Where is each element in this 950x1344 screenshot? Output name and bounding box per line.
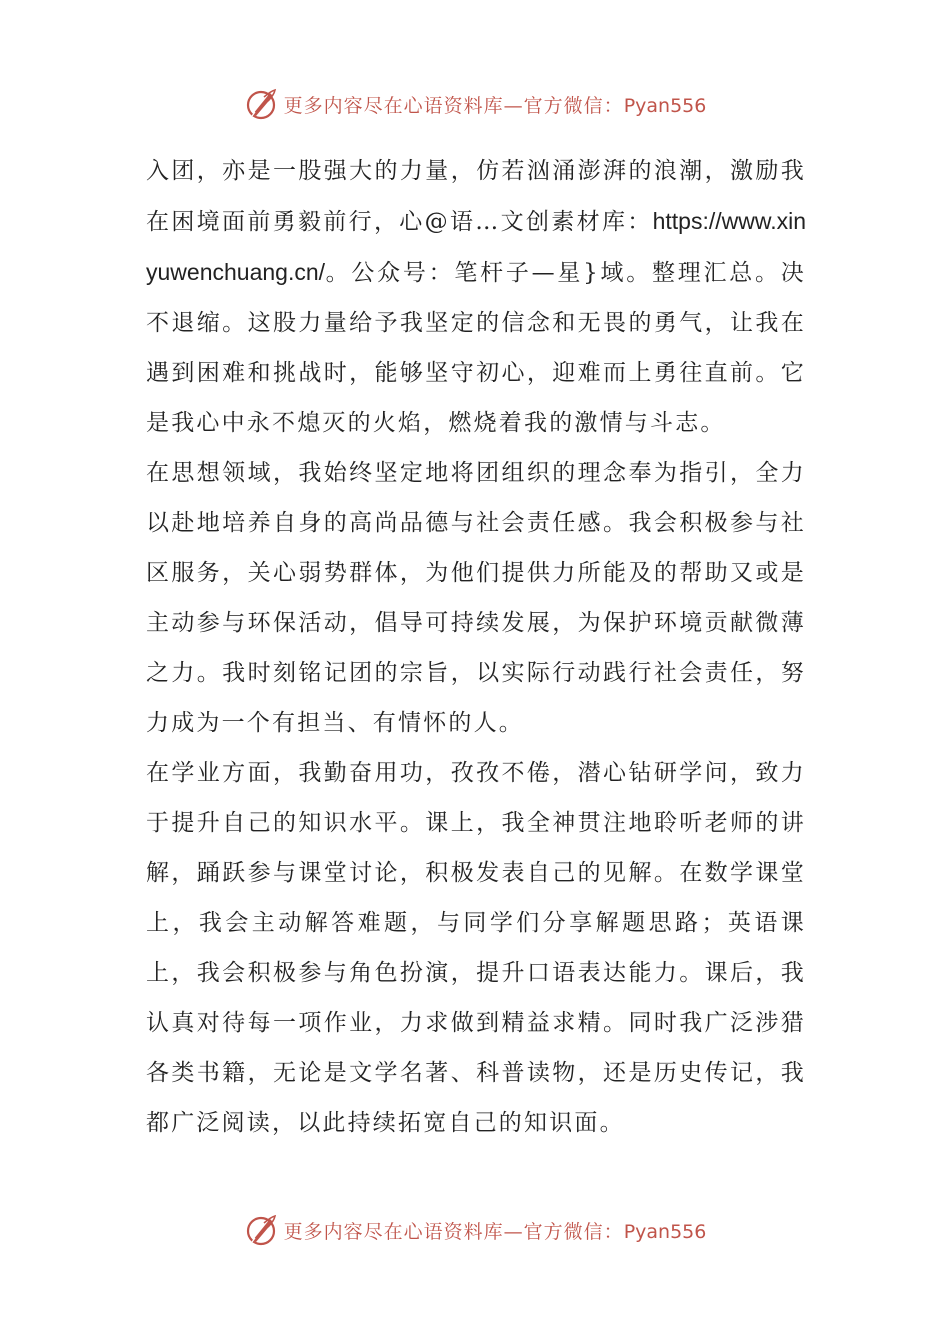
header-contact-id: Pyan556 — [623, 94, 707, 117]
document-body — [146, 146, 806, 1148]
footer-contact-id: Pyan556 — [623, 1220, 707, 1243]
footer-contact-label: 官方微信： — [523, 1220, 624, 1243]
paragraph-1-part-2: 。公众号：笔杆子—星}域。整理汇总。决不退缩。这股力量给予我坚定的信念和无畏的勇气，让我在遇到困难和挑战时，能够坚守初心，迎难而上勇往直前。它是我心中永不熄灭的火焰，燃烧着我的激情与斗志。 — [146, 260, 806, 436]
quill-pen-logo-icon — [244, 87, 278, 121]
footer-library-name: 更多内容尽在心语资料库 — [283, 1220, 504, 1243]
paragraph-1-url: https://www.xinyuwenchuang.cn/ — [146, 208, 806, 285]
footer-separator: — — [503, 1220, 524, 1243]
quill-pen-logo-icon — [244, 1213, 278, 1247]
footer-banner — [0, 1210, 950, 1250]
header-library-name: 更多内容尽在心语资料库 — [283, 94, 504, 117]
header-banner — [0, 84, 950, 124]
paragraph-3: 在学业方面，我勤奋用功，孜孜不倦，潜心钻研学问，致力于提升自己的知识水平。课上，我全神贯注地聆听老师的讲解，踊跃参与课堂讨论，积极发表自己的见解。在数学课堂上，我会主动解答难题，与同学们分享解题思路；英语课上，我会积极参与角色扮演，提升口语表达能力。课后，我认真对待每一项作业，力求做到精益求精。同时我广泛涉猎各类书籍，无论是文学名著、科普读物，还是历史传记，我都广泛阅读，以此持续拓宽自己的知识面。 — [146, 760, 806, 1136]
header-text — [284, 91, 707, 118]
header-separator: — — [503, 94, 524, 117]
paragraph-2: 在思想领域，我始终坚定地将团组织的理念奉为指引，全力以赴地培养自身的高尚品德与社会责任感。我会积极参与社区服务，关心弱势群体，为他们提供力所能及的帮助又或是主动参与环保活动，倡导可持续发展，为保护环境贡献微薄之力。我时刻铭记团的宗旨，以实际行动践行社会责任，努力成为一个有担当、有情怀的人。 — [146, 460, 806, 736]
paragraph-1-part-1: 入团，亦是一股强大的力量，仿若汹涌澎湃的浪潮，激励我在困境面前勇毅前行，心@语…文创素材库： — [146, 158, 806, 235]
footer-text — [284, 1217, 707, 1244]
paragraph-1 — [146, 146, 806, 448]
header-contact-label: 官方微信： — [523, 94, 624, 117]
